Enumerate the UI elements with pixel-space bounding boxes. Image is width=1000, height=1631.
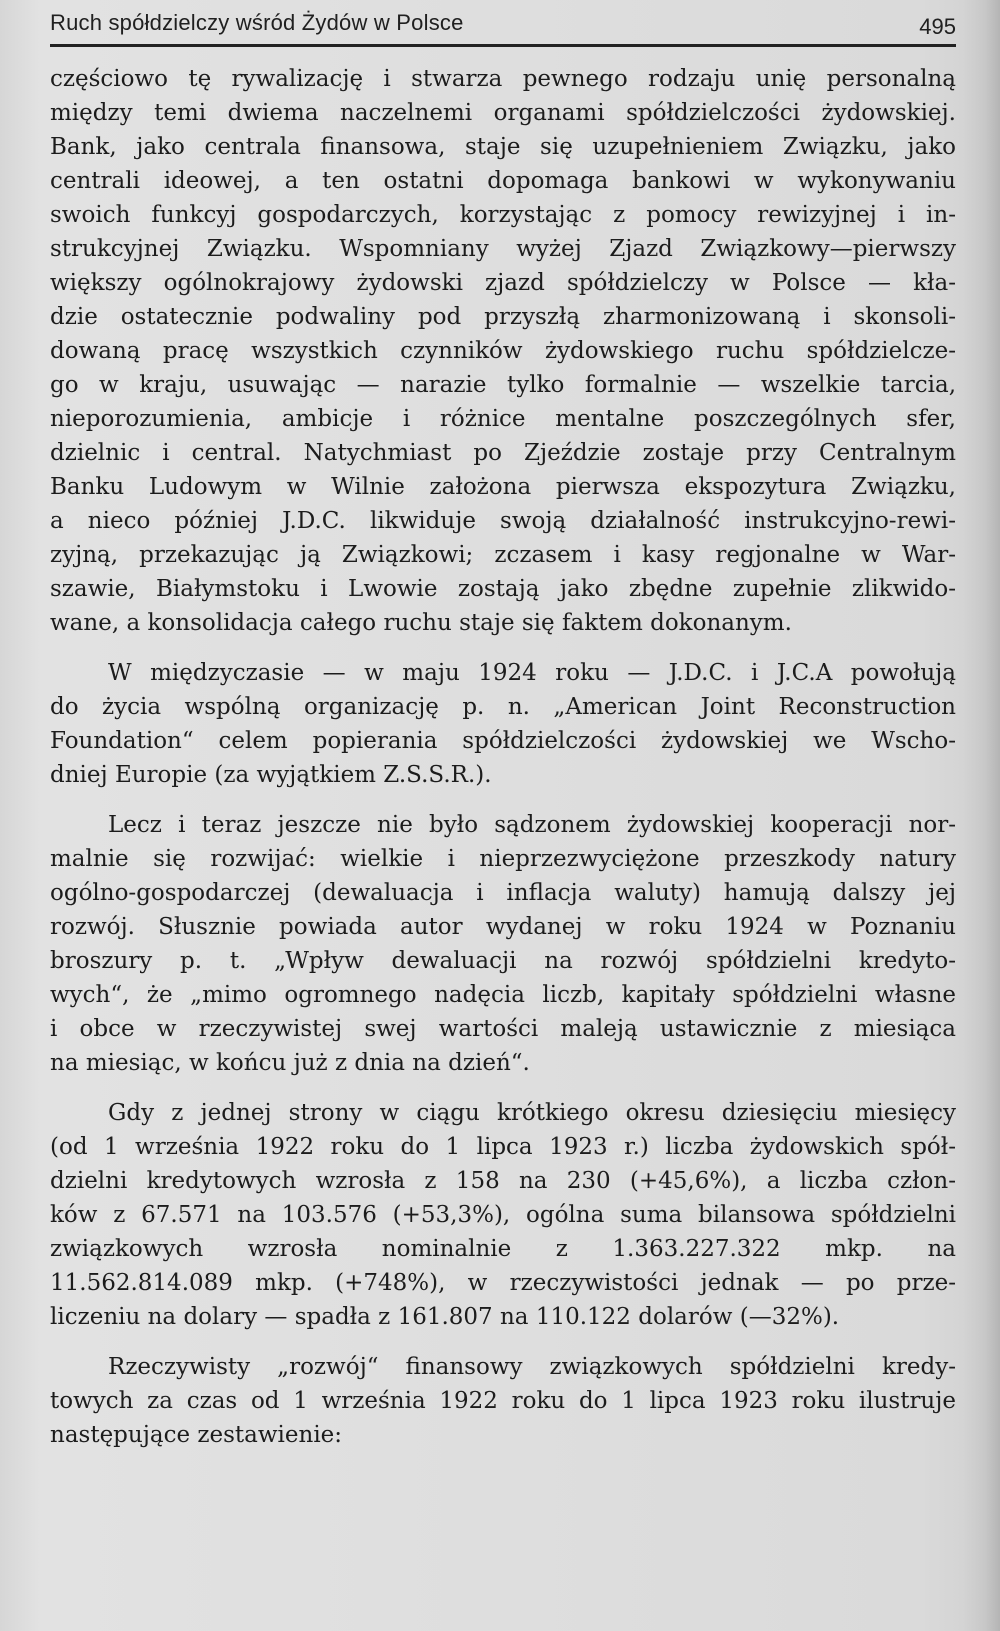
text-line: a nieco później J.D.C. likwiduje swoją działalność instrukcyjno-rewi- [50,508,956,534]
running-head: Ruch spółdzielczy wśród Żydów w Polsce [50,10,464,35]
text-line: Rzeczywisty „rozwój“ finansowy związkowych spółdzielni kredy- [108,1354,956,1380]
text-line: Foundation“ celem popierania spółdzielczości żydowskiej we Wscho- [50,728,956,754]
text-line: między temi dwiema naczelnemi organami spółdzielczości żydowskiej. [50,100,956,126]
text-line: swoich funkcyj gospodarczych, korzystając z pomocy rewizyjnej i in- [50,202,956,228]
body-text [50,62,956,1452]
page-edge-shadow [962,0,1000,1631]
text-line: dzielni kredytowych wzrosła z 158 na 230 (+45,6%), a liczba człon- [50,1168,956,1194]
text-line: wane, a konsolidacja całego ruchu staje się faktem dokonanym. [50,610,792,636]
text-line: Bank, jako centrala finansowa, staje się uzupełnieniem Związku, jako [50,134,956,160]
text-line: następujące zestawienie: [50,1422,343,1448]
text-line: centrali ideowej, a ten ostatni dopomaga bankowi w wykonywaniu [50,168,956,194]
text-line: strukcyjnej Związku. Wspomniany wyżej Zjazd Związkowy—pierwszy [50,236,956,262]
page-header [50,8,956,44]
text-line: Gdy z jednej strony w ciągu krótkiego okresu dziesięciu miesięcy [108,1100,956,1126]
text-line: dzielnic i central. Natychmiast po Zjeździe zostaje przy Centralnym [50,440,956,466]
text-line: ków z 67.571 na 103.576 (+53,3%), ogólna suma bilansowa spółdzielni [50,1202,956,1228]
text-line: Banku Ludowym w Wilnie założona pierwsza ekspozytura Związku, [50,474,956,500]
text-line: malnie się rozwijać: wielkie i nieprzezwyciężone przeszkody natury [50,846,956,872]
paragraph-1 [50,62,956,640]
page-number: 495 [919,14,956,39]
paragraph-3 [50,808,956,1080]
text-line: dowaną pracę wszystkich czynników żydowskiego ruchu spółdzielcze- [50,338,956,364]
text-line: Lecz i teraz jeszcze nie było sądzonem żydowskiej kooperacji nor- [108,812,956,838]
text-line: W międzyczasie — w maju 1924 roku — J.D.C. i J.C.A powołują [108,660,956,686]
text-line: go w kraju, usuwając — narazie tylko formalnie — wszelkie tarcia, [50,372,956,398]
paragraph-4 [50,1096,956,1334]
text-line: broszury p. t. „Wpływ dewaluacji na rozwój spółdzielni kredyto- [50,948,956,974]
text-line: 11.562.814.089 mkp. (+748%), w rzeczywistości jednak — po prze- [50,1270,956,1296]
text-line: liczeniu na dolary — spadła z 161.807 na 110.122 dolarów (—32%). [50,1304,840,1330]
text-line: dniej Europie (za wyjątkiem Z.S.S.R.). [50,762,492,788]
text-line: dzie ostatecznie podwaliny pod przyszłą zharmonizowaną i skonsoli- [50,304,956,330]
paragraph-5 [50,1350,956,1452]
paragraph-2 [50,656,956,792]
text-line: rozwój. Słusznie powiada autor wydanej w roku 1924 w Poznaniu [50,914,956,940]
text-line: zyjną, przekazując ją Związkowi; zczasem i kasy regjonalne w War- [50,542,956,568]
header-rule [50,44,956,47]
text-line: większy ogólnokrajowy żydowski zjazd spółdzielczy w Polsce — kła- [50,270,956,296]
text-line: i obce w rzeczywistej swej wartości maleją ustawicznie z miesiąca [50,1016,956,1042]
text-line: związkowych wzrosła nominalnie z 1.363.227.322 mkp. na [50,1236,956,1262]
text-line: wych“, że „mimo ogromnego nadęcia liczb, kapitały spółdzielni własne [50,982,956,1008]
text-line: częściowo tę rywalizację i stwarza pewnego rodzaju unię personalną [50,66,956,92]
text-line: na miesiąc, w końcu już z dnia na dzień“. [50,1050,530,1076]
text-line: nieporozumienia, ambicje i różnice mentalne poszczególnych sfer, [50,406,956,432]
text-line: towych za czas od 1 września 1922 roku do 1 lipca 1923 roku ilustruje [50,1388,956,1414]
text-line: ogólno-gospodarczej (dewaluacja i inflacja waluty) hamują dalszy jej [50,880,956,906]
text-line: szawie, Białymstoku i Lwowie zostają jako zbędne zupełnie zlikwido- [50,576,956,602]
text-line: do życia wspólną organizację p. n. „American Joint Reconstruction [50,694,956,720]
text-line: (od 1 września 1922 roku do 1 lipca 1923 r.) liczba żydowskich spół- [50,1134,956,1160]
